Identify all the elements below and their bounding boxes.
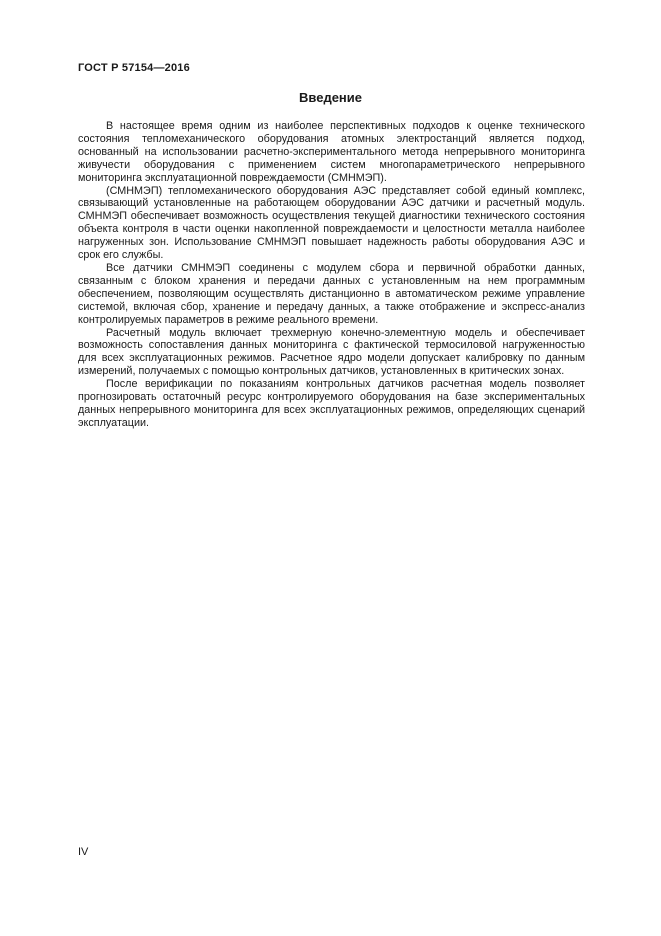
paragraph: Все датчики СМНМЭП соединены с модулем сбора и первичной обработки данных, связанным с блоком хранения и передачи данных с установленным на нем программным обеспечением, позволяющим осуществлять дистанционно в автоматическом режиме управление системой, включая сбор, хранение и передачу данных, а также отображение и экспресс-анализ контролируемых параметров в режиме реального времени.: [78, 261, 585, 326]
section-title: Введение: [299, 90, 362, 105]
document-standard-number: ГОСТ Р 57154—2016: [78, 62, 190, 74]
page-number: IV: [78, 846, 89, 858]
paragraph: После верификации по показаниям контрольных датчиков расчетная модель позволяет прогнозировать остаточный ресурс контролируемого оборудования на базе экспериментальных данных непрерывного мониторинга для всех эксплуатационных режимов, определяющих сценарий эксплуатации.: [78, 378, 585, 429]
document-body: [78, 120, 585, 430]
paragraph: В настоящее время одним из наиболее перспективных подходов к оценке технического состояния тепломеханического оборудования атомных электростанций является подход, основанный на использовании расчетно-экспериментального метода непрерывного мониторинга живучести оборудования с применением систем многопараметрического непрерывного мониторинга эксплуатационной повреждаемости (СМНМЭП).: [78, 120, 585, 184]
paragraph: Расчетный модуль включает трехмерную конечно-элементную модель и обеспечивает возможность сопоставления данных мониторинга с фактической термосиловой нагруженностью для всех эксплуатационных режимов. Расчетное ядро модели допускает калибровку по данным измерений, получаемых с помощью контрольных датчиков, установленных в критических зонах.: [78, 326, 585, 378]
paragraph: (СМНМЭП) тепломеханического оборудования АЭС представляет собой единый комплекс, связывающий установленные на работающем оборудовании АЭС датчики и расчетный модуль. СМНМЭП обеспечивает возможность осуществления текущей диагностики технического состояния объекта контроля в части оценки накопленной повреждаемости и целостности металла наиболее нагруженных зон. Использование СМНМЭП повышает надежность работы оборудования АЭС и срок его службы.: [78, 184, 585, 262]
